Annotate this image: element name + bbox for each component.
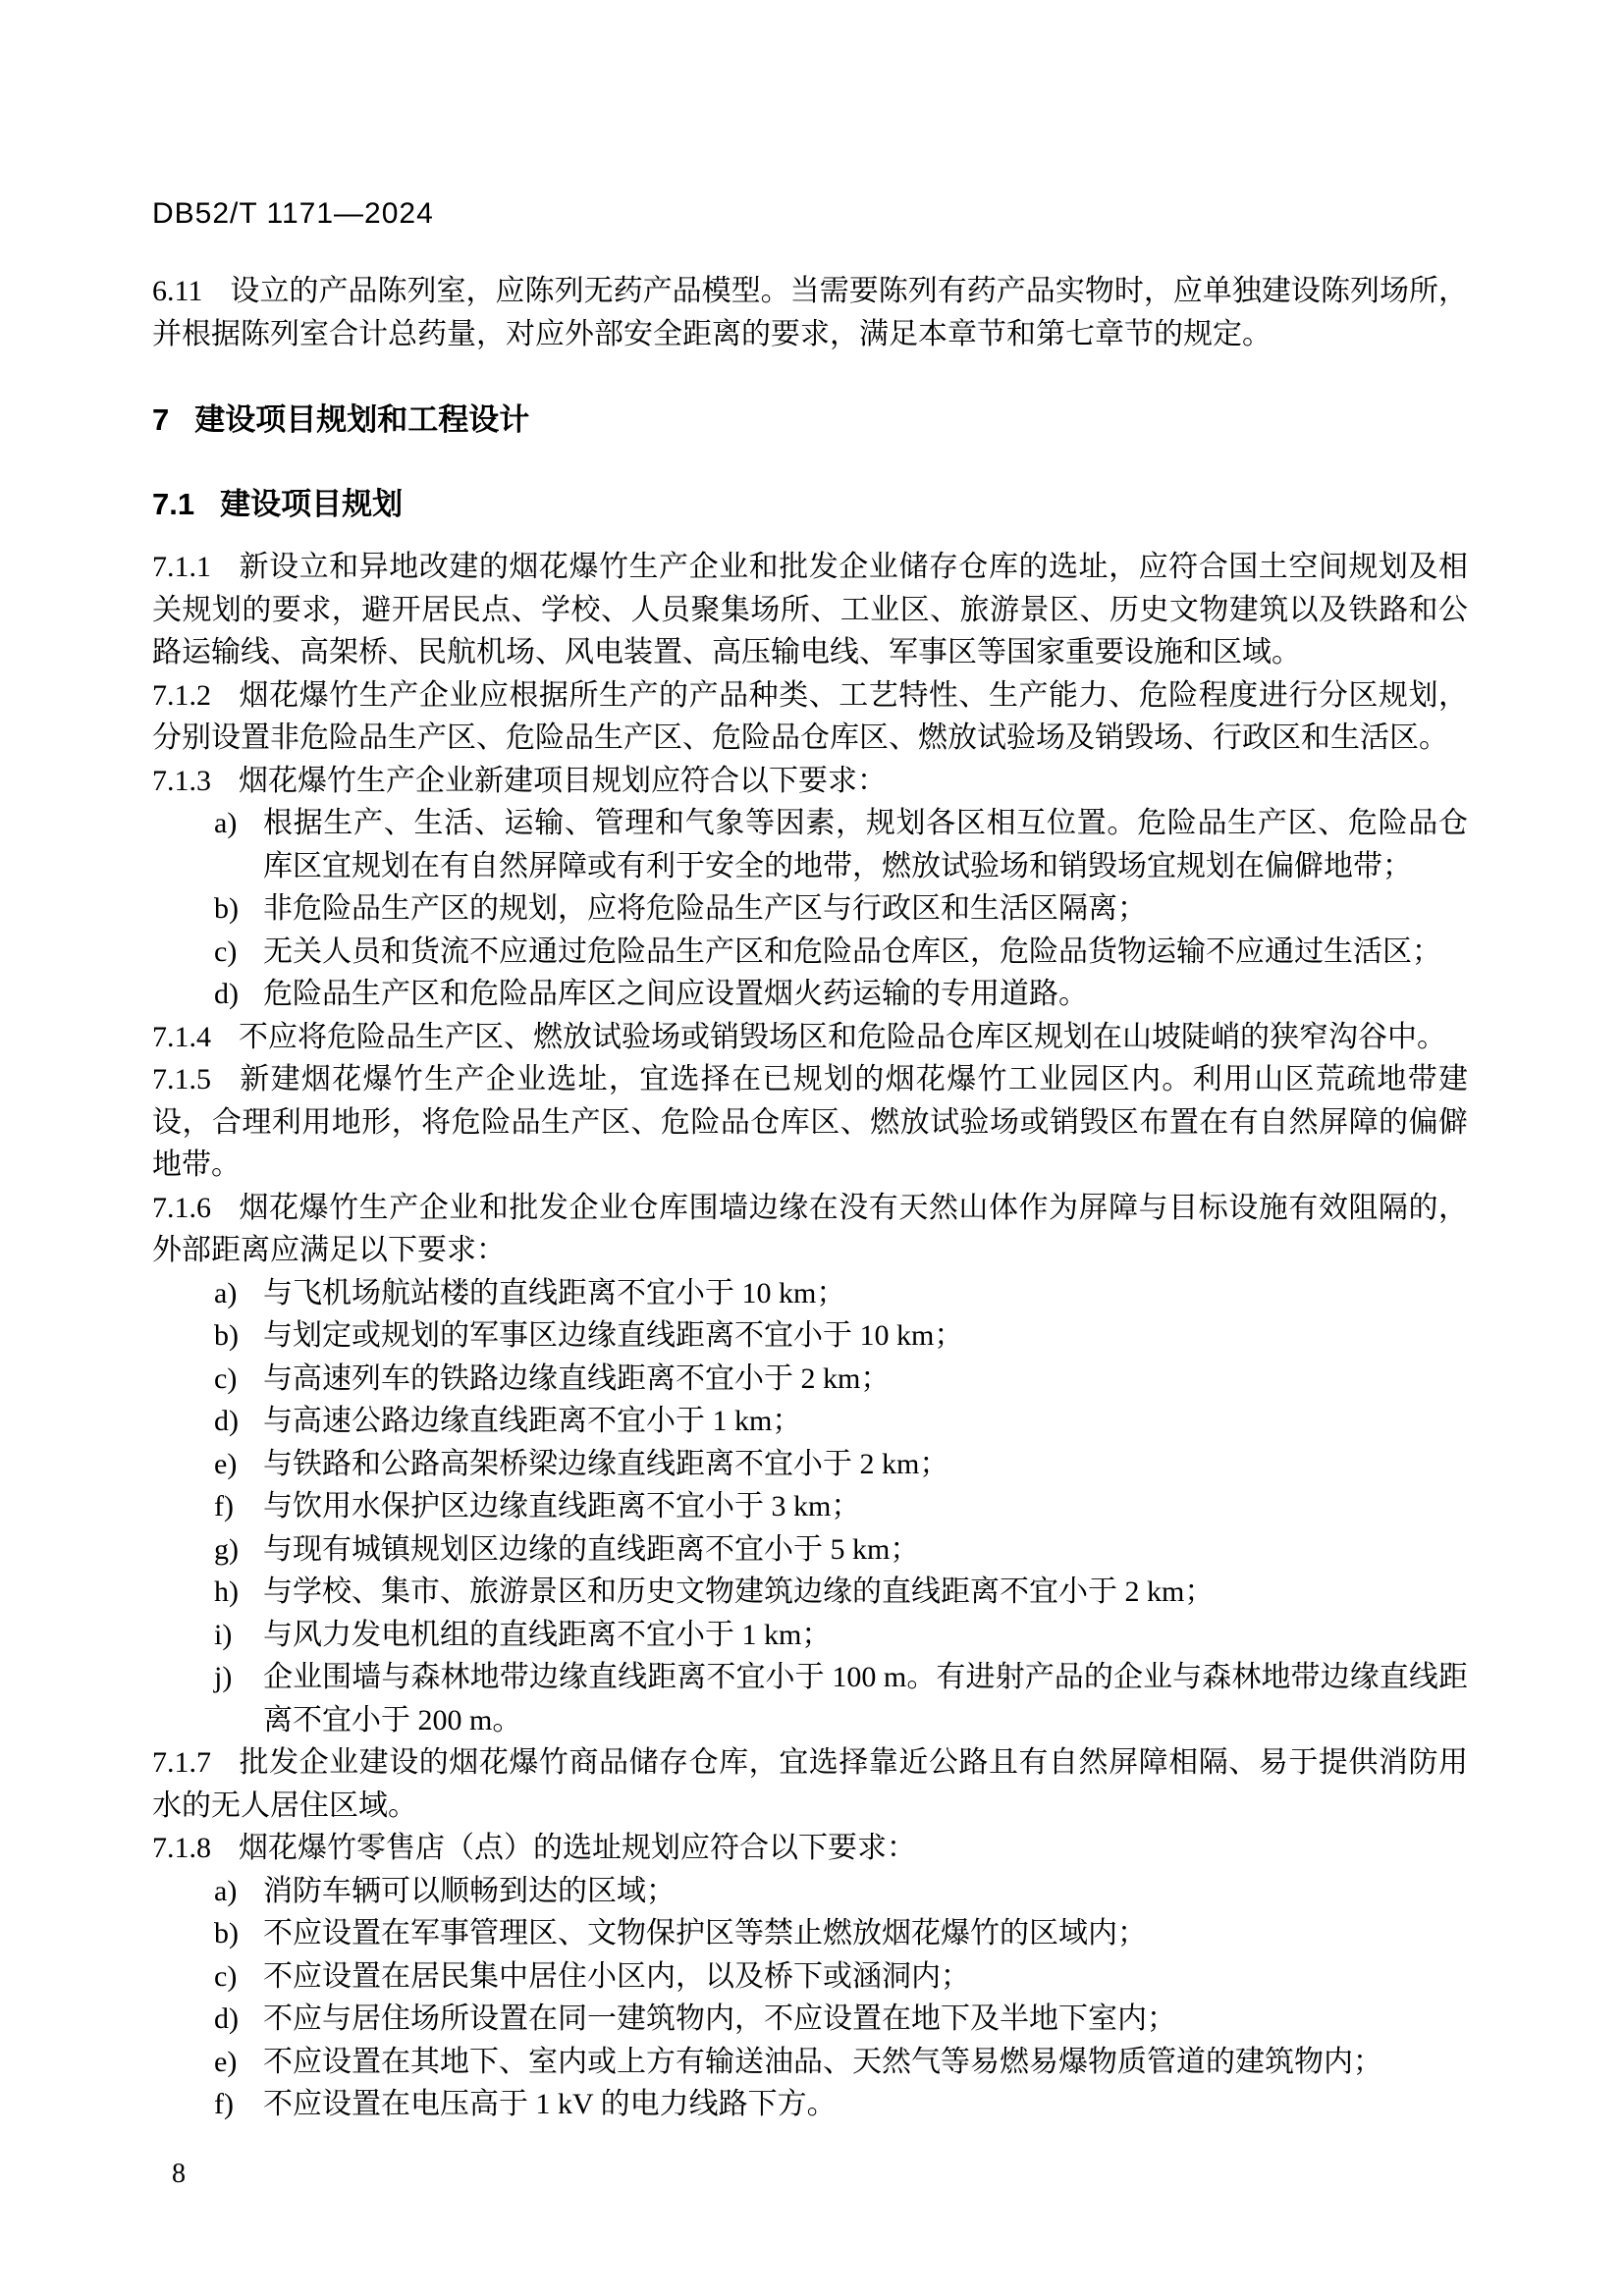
- list-item-text: 企业围墙与森林地带边缘直线距离不宜小于 100 m。有进射产品的企业与森林地带边缘直线距离不宜小于 200 m。: [263, 1661, 1468, 1736]
- list-item-label: d): [214, 2002, 239, 2035]
- list-item-label: d): [214, 1405, 239, 1437]
- clause-7-1-7: [152, 1741, 1468, 1827]
- list-item-label: a): [214, 1874, 238, 1907]
- list-item-label: a): [214, 1276, 238, 1309]
- list-item-label: a): [214, 807, 238, 839]
- clause-7-1-3: [152, 760, 1468, 803]
- clause-text: 新设立和异地改建的烟花爆竹生产企业和批发企业储存仓库的选址，应符合国土空间规划及相关规划的要求，避开居民点、学校、人员聚集场所、工业区、旅游景区、历史文物建筑以及铁路和公路运输线、高架桥、民航机场、风电装置、高压输电线、军事区等国家重要设施和区域。: [152, 551, 1468, 668]
- list-item-text: 与高速公路边缘直线距离不宜小于 1 km；: [263, 1405, 802, 1437]
- list-item-text: 无关人员和货流不应通过危险品生产区和危险品仓库区，危险品货物运输不应通过生活区；: [263, 934, 1441, 968]
- page-content: [152, 199, 1468, 2191]
- clause-number: 7.1.5: [152, 1063, 211, 1095]
- list-item-label: d): [214, 978, 239, 1010]
- list-item-d: [152, 1998, 1468, 2041]
- list-item-c: [152, 1358, 1468, 1401]
- clause-7-1-6-list: [152, 1272, 1468, 1742]
- list-item-b: [152, 1314, 1468, 1358]
- list-item-label: c): [214, 1362, 238, 1395]
- clause-text: 烟花爆竹生产企业和批发企业仓库围墙边缘在没有天然山体作为屏障与目标设施有效阻隔的，外部距离应满足以下要求：: [152, 1191, 1468, 1266]
- clause-text: 新建烟花爆竹生产企业选址，宜选择在已规划的烟花爆竹工业园区内。利用山区荒疏地带建设，合理利用地形，将危险品生产区、危险品仓库区、燃放试验场或销毁区布置在有自然屏障的偏僻地带。: [152, 1063, 1468, 1181]
- list-item-text: 与划定或规划的军事区边缘直线距离不宜小于 10 km；: [263, 1319, 964, 1352]
- clause-text: 不应将危险品生产区、燃放试验场或销毁场区和危险品仓库区规划在山坡陡峭的狭窄沟谷中。: [239, 1020, 1446, 1053]
- clause-number: 6.11: [152, 275, 203, 307]
- clause-6-11: [152, 270, 1468, 355]
- clause-number: 7.1.3: [152, 764, 211, 797]
- list-item-text: 与飞机场航站楼的直线距离不宜小于 10 km；: [263, 1276, 846, 1309]
- clause-text: 烟花爆竹零售店（点）的选址规划应符合以下要求：: [239, 1832, 916, 1864]
- list-item-b: [152, 887, 1468, 931]
- list-item-d: [152, 973, 1468, 1016]
- list-item-text: 与饮用水保护区边缘直线距离不宜小于 3 km；: [263, 1490, 861, 1522]
- body-text-flow: [152, 546, 1468, 2126]
- list-item-text: 与高速列车的铁路边缘直线距离不宜小于 2 km；: [263, 1362, 891, 1395]
- clause-number: 7.1.2: [152, 678, 211, 712]
- list-item-text: 不应设置在电压高于 1 kV 的电力线路下方。: [263, 2088, 837, 2120]
- list-item-text: 根据生产、生活、运输、管理和气象等因素，规划各区相互位置。危险品生产区、危险品仓库区宜规划在有自然屏障或有利于安全的地带，燃放试验场和销毁场宜规划在偏僻地带；: [263, 807, 1468, 882]
- list-item-j: [152, 1656, 1468, 1741]
- list-item-h: [152, 1571, 1468, 1614]
- list-item-d: [152, 1400, 1468, 1443]
- clause-number: 7.1.1: [152, 551, 211, 583]
- list-item-text: 不应设置在居民集中居住小区内，以及桥下或涵洞内；: [263, 1959, 970, 1993]
- list-item-text: 与学校、集市、旅游景区和历史文物建筑边缘的直线距离不宜小于 2 km；: [263, 1575, 1215, 1608]
- list-item-label: f): [214, 2088, 234, 2120]
- list-item-label: j): [214, 1661, 233, 1693]
- list-item-text: 与现有城镇规划区边缘的直线距离不宜小于 5 km；: [263, 1532, 920, 1566]
- list-item-label: i): [214, 1618, 233, 1651]
- heading-number: 7.1: [152, 487, 195, 521]
- section-7-1-heading: [152, 483, 1468, 526]
- heading-title: 建设项目规划和工程设计: [194, 402, 530, 437]
- list-item-a: [152, 1272, 1468, 1315]
- clause-7-1-8: [152, 1827, 1468, 1870]
- page-number: 8: [172, 2158, 186, 2189]
- list-item-label: c): [214, 1959, 238, 1993]
- clause-7-1-3-list: [152, 802, 1468, 1016]
- list-item-i: [152, 1614, 1468, 1657]
- list-item-label: b): [214, 1917, 239, 1949]
- list-item-text: 与风力发电机组的直线距离不宜小于 1 km；: [263, 1618, 832, 1651]
- clause-7-1-5: [152, 1058, 1468, 1187]
- list-item-g: [152, 1528, 1468, 1572]
- standard-number-header: DB52/T 1171—2024: [152, 197, 434, 230]
- clause-7-1-1: [152, 546, 1468, 674]
- list-item-c: [152, 931, 1468, 974]
- list-item-b: [152, 1912, 1468, 1955]
- list-item-c: [152, 1955, 1468, 1999]
- heading-number: 7: [152, 402, 170, 437]
- clause-7-1-4: [152, 1016, 1468, 1059]
- clause-7-1-2: [152, 674, 1468, 760]
- list-item-a: [152, 1870, 1468, 1913]
- clause-number: 7.1.4: [152, 1020, 211, 1053]
- clause-text: 烟花爆竹生产企业应根据所生产的产品种类、工艺特性、生产能力、危险程度进行分区规划，分别设置非危险品生产区、危险品生产区、危险品仓库区、燃放试验场及销毁场、行政区和生活区。: [152, 678, 1468, 754]
- list-item-text: 与铁路和公路高架桥梁边缘直线距离不宜小于 2 km；: [263, 1447, 949, 1480]
- list-item-label: e): [214, 2045, 238, 2078]
- clause-number: 7.1.6: [152, 1191, 211, 1224]
- list-item-text: 危险品生产区和危险品库区之间应设置烟火药运输的专用道路。: [263, 978, 1088, 1010]
- list-item-label: b): [214, 1319, 239, 1352]
- list-item-label: f): [214, 1490, 234, 1522]
- section-7-heading: [152, 399, 1468, 442]
- list-item-text: 非危险品生产区的规划，应将危险品生产区与行政区和生活区隔离；: [263, 892, 1147, 925]
- clause-number: 7.1.7: [152, 1746, 211, 1779]
- list-item-text: 不应设置在其地下、室内或上方有输送油品、天然气等易燃易爆物质管道的建筑物内；: [263, 2045, 1382, 2078]
- list-item-text: 不应设置在军事管理区、文物保护区等禁止燃放烟花爆竹的区域内；: [263, 1917, 1147, 1949]
- list-item-text: 消防车辆可以顺畅到达的区域；: [263, 1874, 676, 1907]
- clause-text: 设立的产品陈列室，应陈列无药产品模型。当需要陈列有药产品实物时，应单独建设陈列场所，并根据陈列室合计总药量，对应外部安全距离的要求，满足本章节和第七章节的规定。: [152, 275, 1468, 350]
- clause-number: 7.1.8: [152, 1832, 211, 1864]
- list-item-label: c): [214, 934, 238, 968]
- clause-7-1-8-list: [152, 1870, 1468, 2126]
- list-item-a: [152, 802, 1468, 887]
- list-item-f: [152, 1485, 1468, 1528]
- list-item-text: 不应与居住场所设置在同一建筑物内，不应设置在地下及半地下室内；: [263, 2002, 1176, 2035]
- clause-7-1-6: [152, 1187, 1468, 1272]
- heading-title: 建设项目规划: [220, 487, 404, 521]
- list-item-label: b): [214, 892, 239, 925]
- list-item-label: g): [214, 1532, 239, 1566]
- list-item-label: e): [214, 1447, 238, 1480]
- list-item-label: h): [214, 1575, 239, 1608]
- list-item-f: [152, 2083, 1468, 2126]
- list-item-e: [152, 2041, 1468, 2084]
- clause-text: 烟花爆竹生产企业新建项目规划应符合以下要求：: [239, 764, 887, 797]
- list-item-e: [152, 1443, 1468, 1486]
- clause-text: 批发企业建设的烟花爆竹商品储存仓库，宜选择靠近公路且有自然屏障相隔、易于提供消防用水的无人居住区域。: [152, 1746, 1468, 1822]
